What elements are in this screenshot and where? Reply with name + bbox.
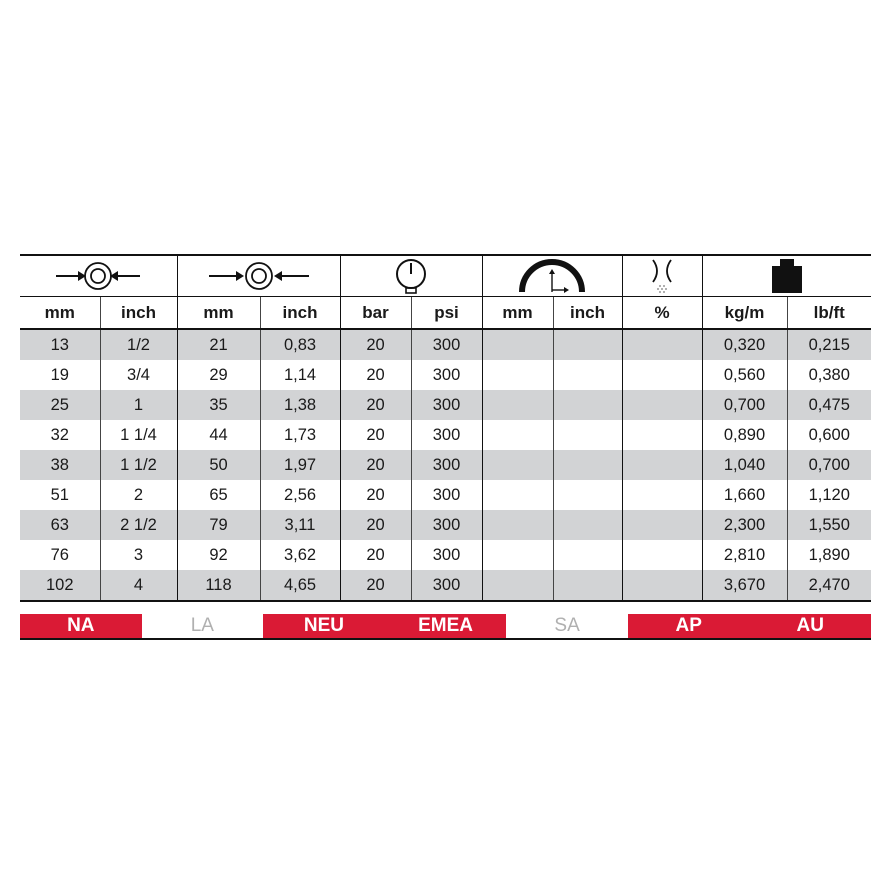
table-row bbox=[20, 420, 871, 450]
spec-table bbox=[20, 254, 871, 602]
table-cell bbox=[482, 420, 553, 450]
table-cell: 1,14 bbox=[260, 360, 340, 390]
table-cell: 1 1/4 bbox=[100, 420, 177, 450]
table-cell: 50 bbox=[177, 450, 260, 480]
unit-header-cell: mm bbox=[177, 297, 260, 330]
unit-header-cell: kg/m bbox=[702, 297, 787, 330]
table-cell: 20 bbox=[340, 480, 411, 510]
table-cell: 1 bbox=[100, 390, 177, 420]
region-badge-sa: SA bbox=[506, 614, 628, 638]
table-cell: 300 bbox=[411, 450, 482, 480]
table-cell: 20 bbox=[340, 329, 411, 360]
region-badge-emea: EMEA bbox=[385, 614, 507, 638]
table-row bbox=[20, 329, 871, 360]
table-cell: 32 bbox=[50, 425, 69, 444]
unit-header-cell: inch bbox=[100, 297, 177, 330]
table-cell: 38 bbox=[20, 450, 100, 480]
table-cell: 1,040 bbox=[702, 450, 787, 480]
table-cell bbox=[482, 570, 553, 601]
unit-header-cell: bar bbox=[340, 297, 411, 330]
icon-header-row bbox=[20, 255, 871, 297]
table-row bbox=[20, 450, 871, 480]
table-cell: 1,660 bbox=[702, 480, 787, 510]
table-cell: 65 bbox=[177, 480, 260, 510]
table-cell: 4 bbox=[100, 570, 177, 601]
table-cell: 300 bbox=[411, 540, 482, 570]
bend-radius-header bbox=[482, 255, 622, 297]
table-row bbox=[20, 360, 871, 390]
table-cell bbox=[553, 540, 622, 570]
table-cell: 79 bbox=[177, 510, 260, 540]
table-cell: 1,550 bbox=[787, 510, 871, 540]
bend-radius-icon bbox=[516, 259, 588, 293]
unit-header-cell: inch bbox=[260, 297, 340, 330]
table-cell: 3 bbox=[100, 540, 177, 570]
table-cell bbox=[622, 360, 702, 390]
table-cell: 300 bbox=[411, 570, 482, 601]
table-cell bbox=[482, 510, 553, 540]
table-cell: 20 bbox=[340, 420, 411, 450]
unit-header-cell: psi bbox=[411, 297, 482, 330]
table-cell bbox=[622, 570, 702, 601]
table-cell bbox=[622, 480, 702, 510]
unit-header-cell: lb/ft bbox=[787, 297, 871, 330]
table-cell: 2,470 bbox=[787, 570, 871, 601]
table-cell bbox=[622, 510, 702, 540]
table-cell: 21 bbox=[177, 329, 260, 360]
table-cell: 1,97 bbox=[260, 450, 340, 480]
table-cell: 29 bbox=[177, 360, 260, 390]
pressure-header bbox=[340, 255, 482, 297]
table-cell: 2 bbox=[100, 480, 177, 510]
table-cell: 2,56 bbox=[260, 480, 340, 510]
table-cell: 25 bbox=[20, 390, 100, 420]
table-cell: 0,380 bbox=[787, 360, 871, 390]
table-cell: 0,320 bbox=[702, 329, 787, 360]
unit-header-cell: % bbox=[622, 297, 702, 330]
table-cell: 0,83 bbox=[260, 329, 340, 360]
table-cell: 44 bbox=[177, 420, 260, 450]
table-cell: 1,890 bbox=[787, 540, 871, 570]
region-badge-au: AU bbox=[749, 614, 871, 638]
table-cell: 0,890 bbox=[702, 420, 787, 450]
table-cell: 2,300 bbox=[702, 510, 787, 540]
table-cell: 0,700 bbox=[787, 450, 871, 480]
table-cell: 92 bbox=[177, 540, 260, 570]
table-cell: 3,11 bbox=[260, 510, 340, 540]
table-cell: 76 bbox=[50, 545, 69, 564]
unit-header-cell: inch bbox=[553, 297, 622, 330]
table-row bbox=[20, 540, 871, 570]
table-cell: 20 bbox=[340, 570, 411, 601]
inner-diameter-header bbox=[20, 255, 177, 297]
table-cell bbox=[482, 360, 553, 390]
region-bar bbox=[20, 614, 871, 640]
table-cell bbox=[482, 390, 553, 420]
table-cell bbox=[553, 420, 622, 450]
hose-outer-diameter-icon bbox=[204, 259, 314, 293]
table-cell: 20 bbox=[340, 450, 411, 480]
table-cell: 51 bbox=[50, 485, 69, 504]
table-cell bbox=[553, 450, 622, 480]
table-cell bbox=[553, 510, 622, 540]
table-cell: 4,65 bbox=[260, 570, 340, 601]
table-cell: 20 bbox=[340, 510, 411, 540]
table-cell bbox=[482, 480, 553, 510]
table-cell: 300 bbox=[411, 360, 482, 390]
unit-header-cell: mm bbox=[482, 297, 553, 330]
table-cell: 2 1/2 bbox=[100, 510, 177, 540]
table-row bbox=[20, 570, 871, 601]
table-cell: 20 bbox=[340, 360, 411, 390]
outer-diameter-header bbox=[177, 255, 340, 297]
table-cell: 35 bbox=[177, 390, 260, 420]
table-cell: 0,560 bbox=[702, 360, 787, 390]
table-cell bbox=[482, 540, 553, 570]
table-cell: 13 bbox=[20, 329, 100, 360]
table-cell: 300 bbox=[411, 510, 482, 540]
table-cell bbox=[553, 480, 622, 510]
table-cell: 1,120 bbox=[787, 480, 871, 510]
table-cell: 300 bbox=[411, 480, 482, 510]
weight-header bbox=[702, 255, 871, 297]
table-cell bbox=[622, 420, 702, 450]
table-cell bbox=[622, 450, 702, 480]
hose-inner-diameter-icon bbox=[48, 259, 148, 293]
region-badge-la: LA bbox=[142, 614, 264, 638]
table-cell bbox=[622, 540, 702, 570]
table-cell: 1,38 bbox=[260, 390, 340, 420]
table-cell: 1,73 bbox=[260, 420, 340, 450]
table-cell: 20 bbox=[340, 390, 411, 420]
table-cell: 300 bbox=[411, 420, 482, 450]
table-cell: 2,810 bbox=[702, 540, 787, 570]
table-cell: 63 bbox=[20, 510, 100, 540]
region-badge-neu: NEU bbox=[263, 614, 385, 638]
table-cell: 118 bbox=[177, 570, 260, 601]
table-cell: 0,215 bbox=[787, 329, 871, 360]
table-cell bbox=[482, 450, 553, 480]
table-cell bbox=[553, 390, 622, 420]
table-cell bbox=[482, 329, 553, 360]
table-cell: 19 bbox=[50, 365, 69, 384]
region-badge-ap: AP bbox=[628, 614, 750, 638]
table-cell: 20 bbox=[340, 540, 411, 570]
table-row bbox=[20, 390, 871, 420]
region-badge-na: NA bbox=[20, 614, 142, 638]
vacuum-icon bbox=[647, 258, 677, 294]
table-cell: 102 bbox=[20, 570, 100, 601]
unit-header-row bbox=[20, 297, 871, 330]
table-cell: 300 bbox=[411, 329, 482, 360]
table-cell: 3,62 bbox=[260, 540, 340, 570]
table-cell: 0,700 bbox=[702, 390, 787, 420]
weight-icon bbox=[769, 258, 805, 294]
table-cell: 0,600 bbox=[787, 420, 871, 450]
unit-header-cell: mm bbox=[20, 297, 100, 330]
table-cell bbox=[553, 570, 622, 601]
table-cell: 3,670 bbox=[702, 570, 787, 601]
table-cell bbox=[553, 329, 622, 360]
table-cell bbox=[622, 329, 702, 360]
table-row bbox=[20, 510, 871, 540]
table-cell bbox=[553, 360, 622, 390]
vacuum-header bbox=[622, 255, 702, 297]
pressure-gauge-icon bbox=[391, 258, 431, 294]
table-cell: 300 bbox=[411, 390, 482, 420]
table-cell: 0,475 bbox=[787, 390, 871, 420]
table-row bbox=[20, 480, 871, 510]
table-cell: 1 1/2 bbox=[100, 450, 177, 480]
table-cell: 3/4 bbox=[100, 360, 177, 390]
table-cell: 1/2 bbox=[100, 329, 177, 360]
table-cell bbox=[622, 390, 702, 420]
